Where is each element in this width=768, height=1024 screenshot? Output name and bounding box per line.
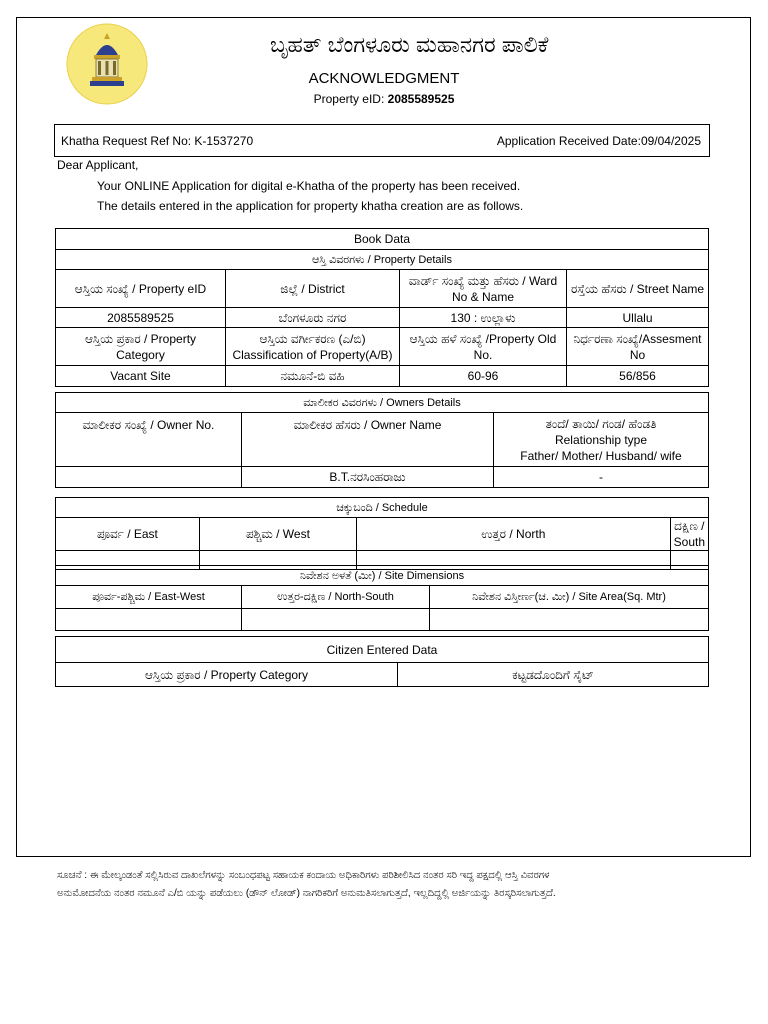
cell-old-no: 60-96 bbox=[400, 366, 567, 387]
relationship-kn: ತಂದೆ/ ತಾಯಿ/ ಗಂಡ/ ಹೆಂಡತಿ bbox=[545, 416, 657, 431]
cell-north-south bbox=[242, 609, 430, 631]
schedule-table bbox=[55, 497, 709, 570]
footer-note bbox=[57, 867, 717, 903]
greeting: Dear Applicant, bbox=[57, 158, 139, 172]
cell-property-category: Vacant Site bbox=[56, 366, 226, 387]
col-north: ಉತ್ತರ / North bbox=[356, 518, 670, 551]
eid-value: 2085589525 bbox=[387, 92, 455, 106]
relationship-options: Father/ Mother/ Husband/ wife bbox=[520, 448, 682, 463]
citizen-category-value: ಕಟ್ಟಡದೊಂದಿಗೆ ಸೈಟ್ bbox=[398, 663, 709, 687]
col-district: ಜಿಲ್ಲೆ / District bbox=[226, 270, 400, 308]
cell-street: Ullalu bbox=[567, 308, 709, 328]
cell-relationship: - bbox=[494, 467, 709, 488]
cell-district: ಬೆಂಗಳೂರು ನಗರ bbox=[226, 308, 400, 328]
cell-property-eid: 2085589525 bbox=[56, 308, 226, 328]
col-east: ಪೂರ್ವ / East bbox=[56, 518, 200, 551]
citizen-data-title: Citizen Entered Data bbox=[56, 637, 709, 663]
schedule-title: ಚಕ್ಕುಬಂದಿ / Schedule bbox=[56, 498, 709, 518]
eid-label: Property eID: bbox=[313, 92, 385, 106]
col-owner-name: ಮಾಲೀಕರ ಹೆಸರು / Owner Name bbox=[242, 413, 494, 467]
reference-bar bbox=[54, 124, 710, 157]
col-site-area: ನಿವೇಶನ ವಿಸ್ತೀರ್ಣ(ಚ. ಮೀ) / Site Area(Sq. Mtr) bbox=[430, 586, 709, 609]
col-property-eid: ಆಸ್ತಿಯ ಸಂಖ್ಯೆ / Property eID bbox=[56, 270, 226, 308]
owners-table bbox=[55, 392, 709, 488]
book-data-table bbox=[55, 228, 709, 387]
owners-title: ಮಾಲೀಕರ ವಿವರಗಳು / Owners Details bbox=[56, 393, 709, 413]
site-dimensions-title: ನಿವೇಶನ ಅಳತೆ (ಮೀ) / Site Dimensions bbox=[56, 566, 709, 586]
cell-site-area bbox=[430, 609, 709, 631]
received-date: Application Received Date:09/04/2025 bbox=[496, 134, 701, 148]
col-relationship bbox=[494, 413, 709, 467]
book-data-title: Book Data bbox=[56, 229, 709, 250]
col-owner-no: ಮಾಲೀಕರ ಸಂಖ್ಯೆ / Owner No. bbox=[56, 413, 242, 467]
col-old-no: ಆಸ್ತಿಯ ಹಳೆ ಸಂಖ್ಯೆ /Property Old No. bbox=[400, 328, 567, 366]
col-classification: ಆಸ್ತಿಯ ವರ್ಗೀಕರಣ (ಎ/ಬಿ) Classification of Property(A/B) bbox=[226, 328, 400, 366]
intro-line-1: Your ONLINE Application for digital e-Khatha of the property has been received. bbox=[97, 179, 521, 193]
cell-owner-name: B.T.ನರಸಿಂಹರಾಜು bbox=[242, 467, 494, 488]
citizen-data-table bbox=[55, 636, 709, 687]
cell-assessment-no: 56/856 bbox=[567, 366, 709, 387]
property-details-title: ಆಸ್ತಿ ವಿವರಗಳು / Property Details bbox=[56, 250, 709, 270]
col-ward: ವಾರ್ಡ್ ಸಂಖ್ಯೆ ಮತ್ತು ಹೆಸರು / Ward No & Name bbox=[400, 270, 567, 308]
intro-line-2: The details entered in the application for property khatha creation are as follows. bbox=[97, 199, 524, 213]
col-south: ದಕ್ಷಿಣ / South bbox=[670, 518, 708, 551]
col-west: ಪಶ್ಚಿಮ / West bbox=[199, 518, 356, 551]
org-title-kannada: ಬೃಹತ್ ಬೆಂಗಳೂರು ಮಹಾನಗರ ಪಾಲಿಕೆ bbox=[270, 32, 549, 57]
acknowledgment-heading: ACKNOWLEDGMENT bbox=[308, 70, 460, 87]
relationship-type: Relationship type bbox=[554, 432, 648, 447]
request-ref: Khatha Request Ref No: K-1537270 bbox=[61, 134, 254, 148]
cell-east-west bbox=[56, 609, 242, 631]
note-line-1: ಸೂಚನೆ : ಈ ಮೇಲ್ಕಂಡಂತೆ ಸಲ್ಲಿಸಿರುವ ದಾಖಲೆಗಳನ್ನು ಸಂಬಂಧಪಟ್ಟ ಸಹಾಯಕ ಕಂದಾಯ ಅಧಿಕಾರಿಗಳು ಪರಿಶೀಲಿಸಿದ ನಂತರ ಸರಿ ಇದ್ದ ಪಕ್ಷದಲ್ಲಿ ಆಸ್ತಿ ವಿವರಗಳ bbox=[57, 870, 550, 881]
cell-owner-no bbox=[56, 467, 242, 488]
site-dimensions-table bbox=[55, 565, 709, 631]
col-assessment-no: ನಿರ್ಧರಣಾ ಸಂಖ್ಯೆ/Assesment No bbox=[567, 328, 709, 366]
col-street: ರಸ್ತೆಯ ಹೆಸರು / Street Name bbox=[567, 270, 709, 308]
note-line-2: ಅನುಮೋದನೆಯ ನಂತರ ನಮೂನೆ ಎ/ಬಿ ಯನ್ನು ಪಡೆಯಲು (ಡೌನ್ ಲೋಡ್) ನಾಗರಿಕರಿಗೆ ಅನುಮತಿಸಲಾಗುತ್ತದೆ, ಇಲ್ಲದಿದ್ದಲ್ಲಿ ಅರ್ಜಿಯನ್ನು ತಿರಸ್ಕರಿಸಲಾಗುತ್ತದೆ. bbox=[57, 888, 556, 899]
property-eid-line bbox=[0, 92, 768, 106]
col-north-south: ಉತ್ತರ-ದಕ್ಷಿಣ / North-South bbox=[242, 586, 430, 609]
citizen-category-label: ಆಸ್ತಿಯ ಪ್ರಕಾರ / Property Category bbox=[56, 663, 398, 687]
col-east-west: ಪೂರ್ವ-ಪಶ್ಚಿಮ / East-West bbox=[56, 586, 242, 609]
cell-classification: ನಮೂನೆ-ಬಿ ವಹಿ bbox=[226, 366, 400, 387]
col-property-category: ಆಸ್ತಿಯ ಪ್ರಕಾರ / Property Category bbox=[56, 328, 226, 366]
cell-ward: 130 : ಉಲ್ಲಾಳು bbox=[400, 308, 567, 328]
